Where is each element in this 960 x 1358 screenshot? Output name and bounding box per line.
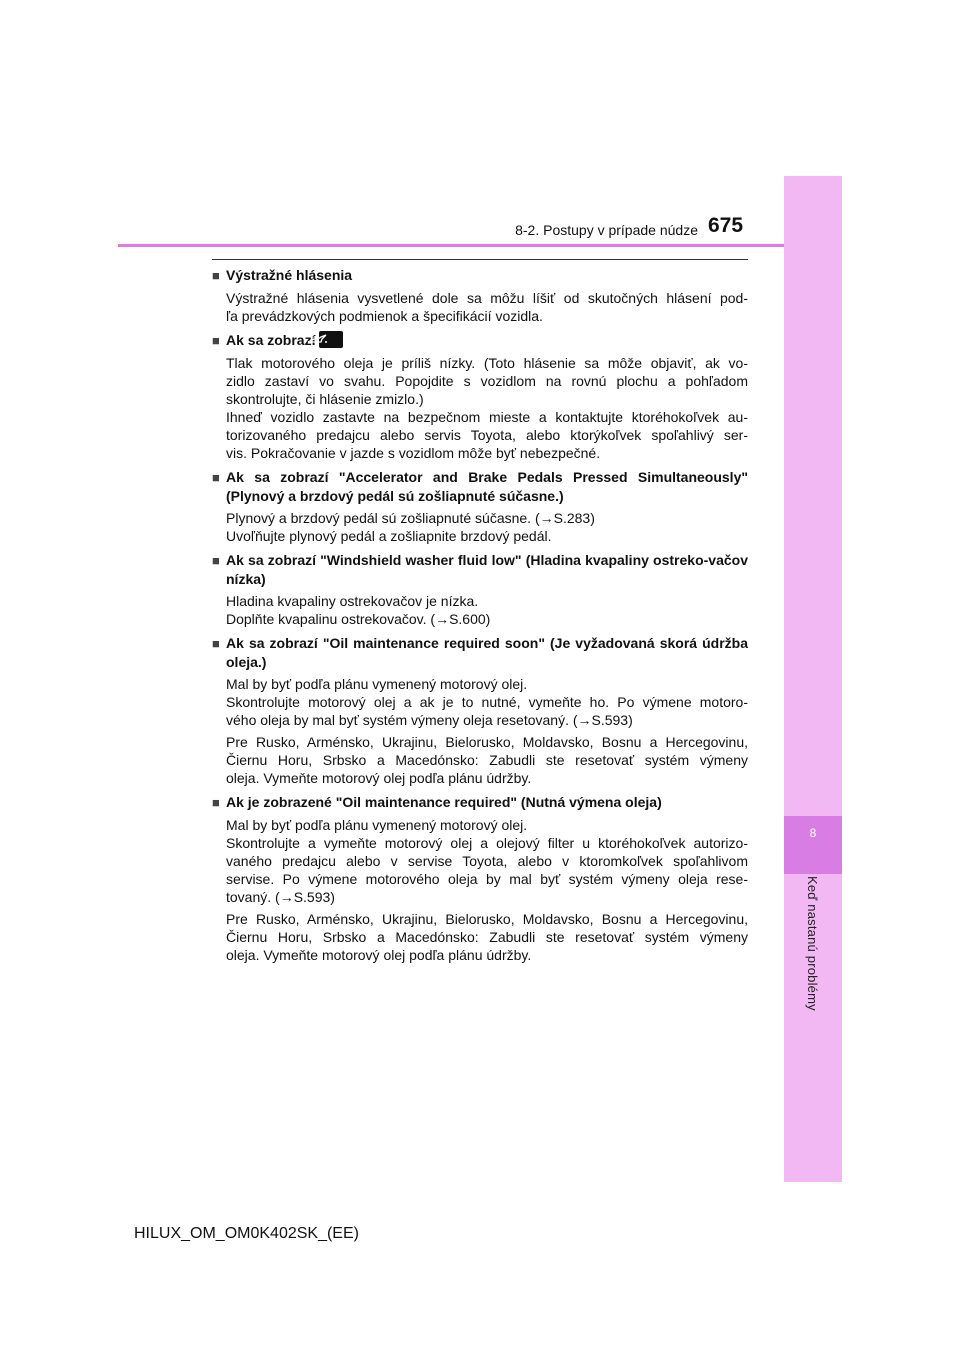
text-line: skontrolujte, či hlásenie zmizlo.) (226, 391, 424, 407)
section-heading (212, 793, 748, 812)
chapter-number: 8 (809, 826, 817, 840)
square-bullet-icon: ■ (212, 268, 220, 283)
section-heading (212, 266, 748, 285)
manual-section (212, 468, 748, 545)
text-line: Plynový a brzdový pedál sú zošliapnuté súčasne. (→S.283) (226, 510, 595, 526)
text-line: Mal by byť podľa plánu vymenený motorový olej. (226, 817, 528, 833)
paragraph (226, 675, 748, 729)
paragraph (226, 910, 748, 964)
text-line: tovaný. (→S.593) (226, 889, 335, 905)
section-body (212, 816, 748, 964)
text-line: Výstražné hlásenia vysvetlené dole sa môžu líšiť od skutočných hlásení pod- (226, 290, 748, 306)
text-line: Hladina kvapaliny ostrekovačov je nízka. (226, 593, 479, 609)
paragraph (226, 289, 748, 325)
section-heading-text: Ak sa zobrazí "Oil maintenance required soon" (Je vyžadovaná skorá údržba oleja.) (226, 635, 748, 670)
square-bullet-icon: ■ (212, 333, 220, 348)
section-heading (212, 468, 748, 505)
section-body (212, 354, 748, 462)
text-line: oleja. Vymeňte motorový olej podľa plánu údržby. (226, 947, 532, 963)
text-line: Skontrolujte motorový olej a ak je to nutné, vymeňte ho. Po výmene motoro- (226, 694, 748, 710)
paragraph (226, 354, 748, 462)
oil-pressure-icon (319, 331, 343, 348)
text-line: Pre Rusko, Arménsko, Ukrajinu, Bielorusko, Moldavsko, Bosnu a Hercegovinu, (226, 734, 748, 750)
square-bullet-icon: ■ (212, 795, 220, 810)
manual-section (212, 266, 748, 325)
manual-section (212, 551, 748, 628)
text-line: Čiernu Horu, Srbsko a Macedónsko: Zabudli ste resetovať systém výmeny (226, 752, 748, 768)
chapter-number-tab (784, 816, 842, 874)
text-line: vaného predajcu alebo v servise Toyota, alebo v ktoromkoľvek spoľahlivom (226, 853, 748, 869)
section-heading-text: Ak sa zobrazí "Windshield washer fluid low" (Hladina kvapaliny ostreko-vačov nízka) (226, 552, 748, 587)
section-body (212, 289, 748, 325)
content-top-rule (212, 259, 748, 260)
section-heading-text: Ak sa zobrazí (226, 332, 316, 348)
section-body (212, 592, 748, 628)
text-line: vis. Pokračovanie v jazde s vozidlom môže byť nebezpečné. (226, 445, 601, 461)
text-line: Doplňte kvapalinu ostrekovačov. (→S.600) (226, 611, 491, 627)
text-line: Tlak motorového oleja je príliš nízky. (Toto hlásenie sa môže objaviť, ak vo- (226, 355, 748, 371)
section-body (212, 509, 748, 545)
paragraph (226, 592, 748, 628)
section-heading (212, 331, 748, 350)
section-heading-text: Ak sa zobrazí "Accelerator and Brake Pedals Pressed Simultaneously" (Plynový a brzdový pedál sú zošliapnuté súčasne.) (226, 469, 748, 504)
section-heading (212, 551, 748, 588)
text-line: Ihneď vozidlo zastavte na bezpečnom mieste a kontaktujte ktoréhokoľvek au- (226, 409, 748, 425)
page-number: 675 (708, 214, 744, 237)
manual-section (212, 634, 748, 787)
text-line: servise. Po výmene motorového oleja by mal byť systém výmeny oleja rese- (226, 871, 748, 887)
text-line: Čiernu Horu, Srbsko a Macedónsko: Zabudli ste resetovať systém výmeny (226, 929, 748, 945)
section-heading-text: Ak je zobrazené "Oil maintenance required" (Nutná výmena oleja) (226, 794, 662, 810)
square-bullet-icon: ■ (212, 636, 220, 651)
text-line: torizovaného predajcu alebo servis Toyota, alebo ktorýkoľvek spoľahlivý ser- (226, 427, 748, 443)
text-line: vého oleja by mal byť systém výmeny oleja resetovaný. (→S.593) (226, 712, 633, 728)
manual-section (212, 793, 748, 964)
paragraph (226, 816, 748, 906)
header-divider (118, 244, 784, 247)
square-bullet-icon: ■ (212, 553, 220, 568)
manual-section (212, 331, 748, 462)
chapter-title: Keď nastanú problémy (805, 876, 820, 1011)
paragraph (226, 509, 748, 545)
text-line: ľa prevádzkových podmienok a špecifikácií vozidla. (226, 308, 543, 324)
text-line: oleja. Vymeňte motorový olej podľa plánu údržby. (226, 770, 532, 786)
text-line: zidlo zastaví vo svahu. Popojdite s vozidlom na rovnú plochu a pohľadom (226, 373, 748, 389)
paragraph (226, 733, 748, 787)
square-bullet-icon: ■ (212, 470, 220, 485)
page-content (212, 266, 748, 970)
document-code: HILUX_OM_OM0K402SK_(EE) (134, 1225, 359, 1242)
text-line: Pre Rusko, Arménsko, Ukrajinu, Bielorusko, Moldavsko, Bosnu a Hercegovinu, (226, 911, 748, 927)
section-title: 8-2. Postupy v prípade núdze (515, 222, 698, 238)
text-line: Uvoľňujte plynový pedál a zošliapnite brzdový pedál. (226, 528, 552, 544)
text-line: Mal by byť podľa plánu vymenený motorový olej. (226, 676, 528, 692)
text-line: Skontrolujte a vymeňte motorový olej a olejový filter u ktoréhokoľvek autorizo- (226, 835, 748, 851)
section-body (212, 675, 748, 787)
section-heading (212, 634, 748, 671)
section-heading-text: Výstražné hlásenia (226, 267, 353, 283)
